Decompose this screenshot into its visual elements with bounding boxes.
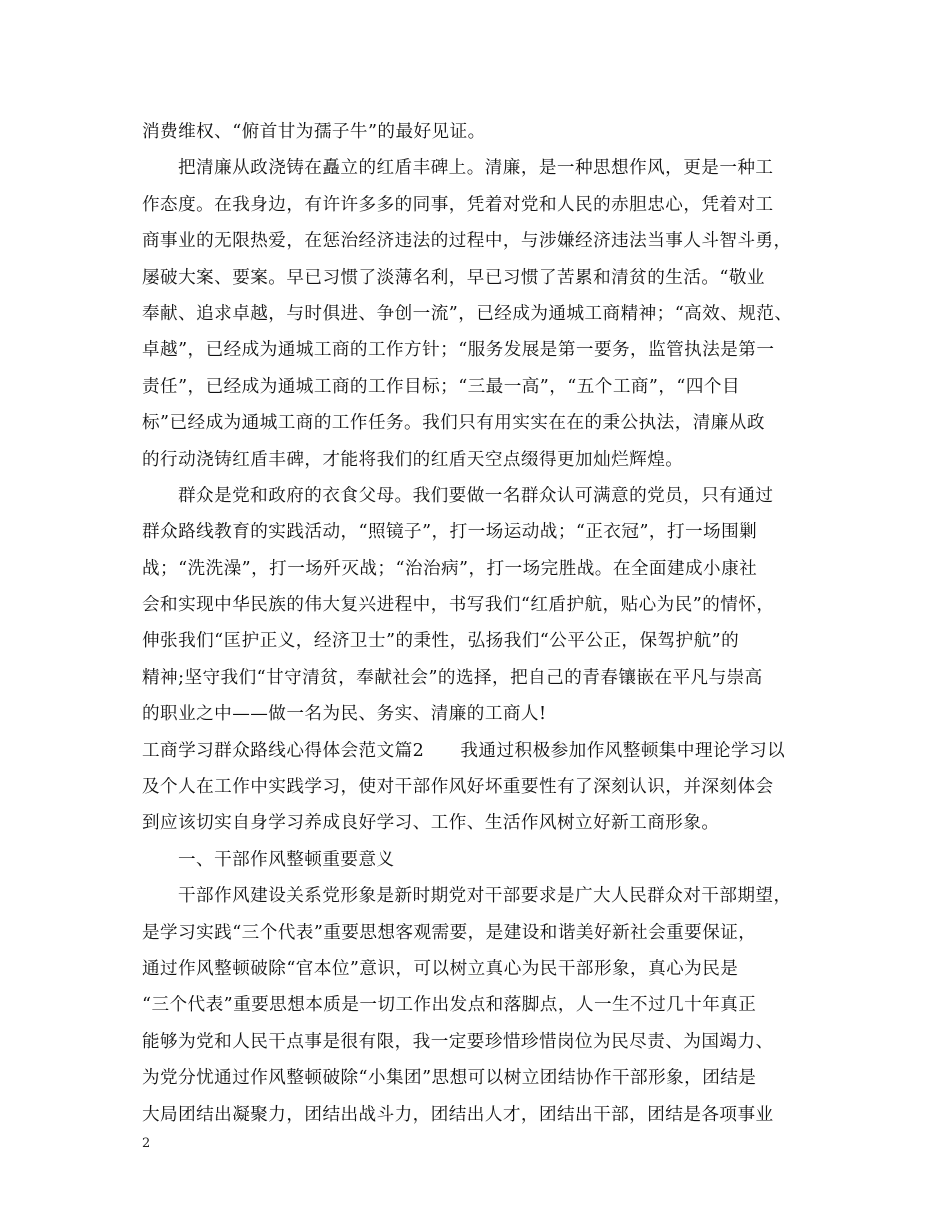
text-line: 的职业之中——做一名为民、务实、清廉的工商人!: [142, 704, 547, 725]
text-line: 责任”，已经成为通城工商的工作目标；“三最一高”，“五个工商”，“四个目: [142, 376, 740, 397]
text-line: 能够为党和人民干点事是很有限，我一定要珍惜珍惜岗位为民尽责、为国竭力、: [142, 1031, 774, 1052]
text-line: 商事业的无限热爱，在惩治经济违法的过程中，与涉嫌经济违法当事人斗智斗勇，: [142, 231, 792, 252]
text-line: 通过作风整顿破除“官本位”意识，可以树立真心为民干部形象，真心为民是: [142, 958, 739, 979]
text-line: 群众路线教育的实践活动，“照镜子”，打一场运动战；“正衣冠”，打一场围剿: [142, 522, 758, 543]
page-number: 2: [142, 1136, 151, 1151]
text-line: 奉献、追求卓越，与时俱进、争创一流”，已经成为通城工商精神；“高效、规范、: [142, 303, 793, 324]
text-line: 战；“洗洗澡”，打一场歼灭战；“治治病”，打一场完胜战。在全面建成小康社: [142, 558, 758, 579]
paragraph-start-line: 把清廉从政浇铸在矗立的红盾丰碑上。清廉，是一种思想作风，更是一种工: [178, 158, 774, 179]
text-line: 到应该切实自身学习养成良好学习、工作、生活作风树立好新工商形象。: [142, 813, 720, 834]
text-line: 为党分忧通过作风整顿破除“小集团”思想可以树立团结协作干部形象，团结是: [142, 1068, 757, 1089]
text-line: 是学习实践“三个代表”重要思想客观需要，是建设和谐美好新社会重要保证，: [142, 922, 757, 943]
text-line: 屡破大案、要案。早已习惯了淡薄名利，早已习惯了苦累和清贫的生活。“敬业: [142, 267, 765, 288]
text-line: 卓越”，已经成为通城工商的工作方针；“服务发展是第一要务，监管执法是第一: [142, 340, 775, 361]
text-line: 消费维权、“俯首甘为孺子牛”的最好见证。: [142, 122, 486, 142]
paragraph-start-line: 干部作风建设关系党形象是新时期党对干部要求是广大人民群众对干部期望，: [178, 886, 792, 907]
text-line: 的行动浇铸红盾丰碑，才能将我们的红盾天空点缀得更加灿烂辉煌。: [142, 449, 684, 470]
text-line: 及个人在工作中实践学习，使对干部作风好坏重要性有了深刻认识，并深刻体会: [142, 777, 774, 798]
text-line: 伸张我们“匡护正义，经济卫士”的秉性，弘扬我们“公平公正，保驾护航”的: [142, 631, 740, 652]
text-line: 会和实现中华民族的伟大复兴进程中，书写我们“红盾护航，贴心为民”的情怀，: [142, 595, 775, 616]
text-line: 大局团结出凝聚力，团结出战斗力，团结出人才，团结出干部，团结是各项事业: [142, 1104, 774, 1125]
text-line: 标”已经成为通城工商的工作任务。我们只有用实实在在的秉公执法，清廉从政: [142, 413, 765, 434]
text-line: “三个代表”重要思想本质是一切工作出发点和落脚点，人一生不过几十年真正: [142, 995, 757, 1016]
text-line: 精神;坚守我们“甘守清贫，奉献社会”的选择，把自己的青春镶嵌在平凡与崇高: [142, 667, 763, 688]
section-title-line: 工商学习群众路线心得体会范文篇2 我通过积极参加作风整顿集中理论学习以: [142, 740, 786, 761]
paragraph-start-line: 群众是党和政府的衣食父母。我们要做一名群众认可满意的党员，只有通过: [178, 485, 774, 506]
text-line: 作态度。在我身边，有许许多多的同事，凭着对党和人民的赤胆忠心，凭着对工: [142, 194, 774, 215]
body-text: [142, 114, 832, 1133]
subheading-line: 一、干部作风整顿重要意义: [178, 849, 395, 870]
